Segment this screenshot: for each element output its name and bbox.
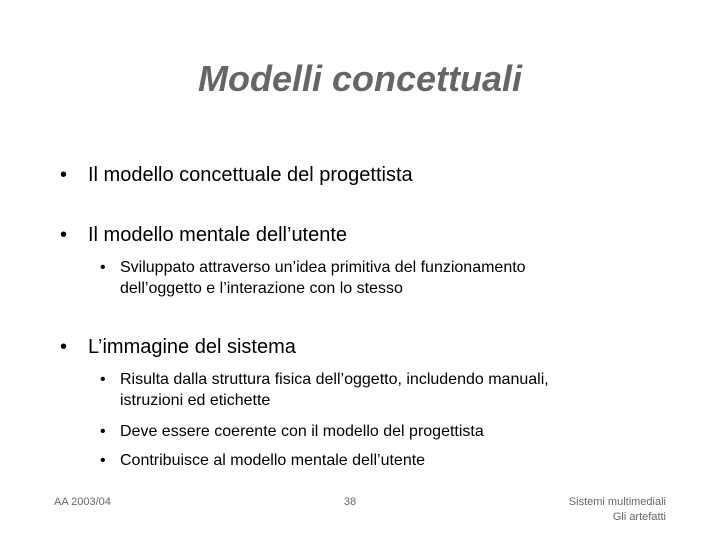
bullet-text: L’immagine del sistema bbox=[88, 336, 296, 358]
footer-course-info bbox=[569, 495, 666, 525]
sub-bullet-text bbox=[120, 257, 526, 299]
footer-course-name: Sistemi multimediali bbox=[568, 496, 666, 508]
sub-bullet-icon: • bbox=[100, 371, 106, 388]
footer-section-name: Gli artefatti bbox=[612, 511, 666, 523]
sub-bullet-text: Deve essere coerente con il modello del progettista bbox=[120, 423, 484, 440]
sub-bullet-text bbox=[120, 369, 549, 411]
sub-bullet-text: Contribuisce al modello mentale dell’utente bbox=[120, 452, 426, 469]
bullet-text: Il modello concettuale del progettista bbox=[88, 164, 413, 186]
sub-bullet-icon: • bbox=[100, 423, 106, 440]
bullet-icon: • bbox=[60, 164, 68, 186]
sub-bullet-line: istruzioni ed etichette bbox=[120, 392, 271, 409]
bullet-text: Il modello mentale dell’utente bbox=[88, 224, 348, 246]
footer-course-year: AA 2003/04 bbox=[54, 496, 111, 508]
sub-bullet-line: Risulta dalla struttura fisica dell’oggetto, includendo manuali, bbox=[120, 371, 549, 388]
sub-bullet-line: Sviluppato attraverso un’idea primitiva del funzionamento bbox=[120, 259, 526, 276]
sub-bullet-line: dell’oggetto e l’interazione con lo stesso bbox=[120, 280, 403, 297]
bullet-icon: • bbox=[60, 336, 68, 358]
footer-page-number: 38 bbox=[343, 496, 357, 508]
bullet-icon: • bbox=[60, 224, 68, 246]
sub-bullet-icon: • bbox=[100, 259, 106, 276]
slide-title: Modelli concettuali bbox=[197, 58, 523, 99]
sub-bullet-icon: • bbox=[100, 452, 106, 469]
